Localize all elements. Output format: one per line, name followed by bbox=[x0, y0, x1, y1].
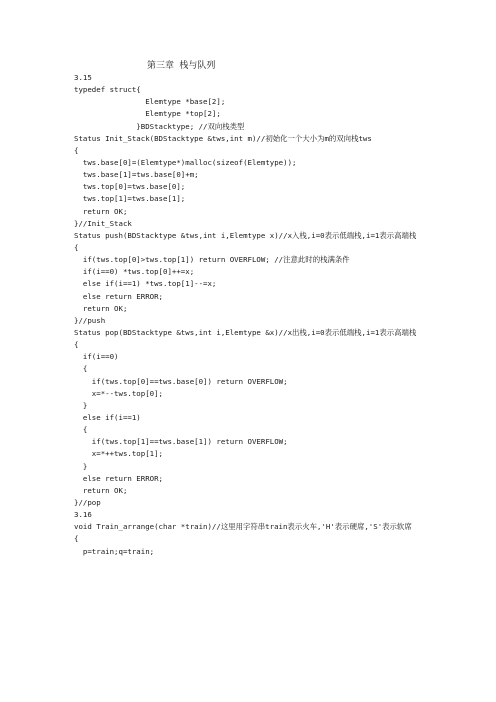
code-line: 3.16 bbox=[74, 510, 92, 520]
code-line: Status push(BDStacktype &tws,int i,Elemtype x)//x入栈,i=0表示低端栈,i=1表示高端栈 bbox=[74, 230, 417, 240]
code-line: { bbox=[74, 364, 88, 374]
code-line: { bbox=[74, 340, 79, 350]
code-line: return OK; bbox=[74, 485, 128, 495]
code-line: { bbox=[74, 242, 79, 252]
code-line: { bbox=[74, 145, 79, 155]
code-line: }//push bbox=[74, 315, 106, 325]
code-line: typedef struct{ bbox=[74, 85, 141, 95]
code-line: } bbox=[74, 400, 88, 410]
code-line: else return ERROR; bbox=[74, 473, 163, 483]
code-line: p=train;q=train; bbox=[74, 546, 155, 556]
code-line: Status pop(BDStacktype &tws,int i,Elemtype &x)//x出栈,i=0表示低端栈,i=1表示高端栈 bbox=[74, 327, 417, 337]
code-line: else if(i==1) bbox=[74, 412, 141, 422]
code-line: } bbox=[74, 461, 88, 471]
code-listing bbox=[74, 72, 466, 558]
code-line: { bbox=[74, 534, 79, 544]
code-line: if(i==0) bbox=[74, 352, 119, 362]
code-line: x=*++tws.top[1]; bbox=[74, 449, 163, 459]
code-line: if(tws.top[1]==tws.base[1]) return OVERFLOW; bbox=[74, 437, 288, 447]
code-line: Elemtype *base[2]; bbox=[74, 97, 226, 107]
code-line: tws.base[1]=tws.base[0]+m; bbox=[74, 170, 199, 180]
code-line: { bbox=[74, 425, 88, 435]
chapter-title: 第三章 栈与队列 bbox=[147, 61, 216, 71]
code-line: void Train_arrange(char *train)//这里用字符串train表示火车,'H'表示硬席,'S'表示软席 bbox=[74, 522, 412, 532]
code-line: x=*--tws.top[0]; bbox=[74, 388, 163, 398]
code-line: else if(i==1) *tws.top[1]--=x; bbox=[74, 279, 217, 289]
code-line: else return ERROR; bbox=[74, 291, 163, 301]
code-line: }BDStacktype; //双向栈类型 bbox=[74, 121, 245, 131]
code-line: 3.15 bbox=[74, 73, 92, 82]
code-line: }//Init_Stack bbox=[74, 218, 132, 228]
code-line: Elemtype *top[2]; bbox=[74, 109, 221, 119]
code-line: return OK; bbox=[74, 206, 128, 216]
code-line: tws.top[1]=tws.base[1]; bbox=[74, 194, 186, 204]
code-line: Status Init_Stack(BDStacktype &tws,int m)//初始化一个大小为m的双向栈tws bbox=[74, 133, 372, 143]
code-line: }//pop bbox=[74, 497, 101, 507]
code-line: tws.top[0]=tws.base[0]; bbox=[74, 182, 186, 192]
code-line: return OK; bbox=[74, 303, 128, 313]
code-line: if(tws.top[0]>tws.top[1]) return OVERFLOW; //注意此时的栈满条件 bbox=[74, 255, 350, 265]
code-line: tws.base[0]=(Elemtype*)malloc(sizeof(Elemtype)); bbox=[74, 157, 297, 167]
code-line: if(i==0) *tws.top[0]++=x; bbox=[74, 267, 195, 277]
code-line: if(tws.top[0]==tws.base[0]) return OVERFLOW; bbox=[74, 376, 288, 386]
